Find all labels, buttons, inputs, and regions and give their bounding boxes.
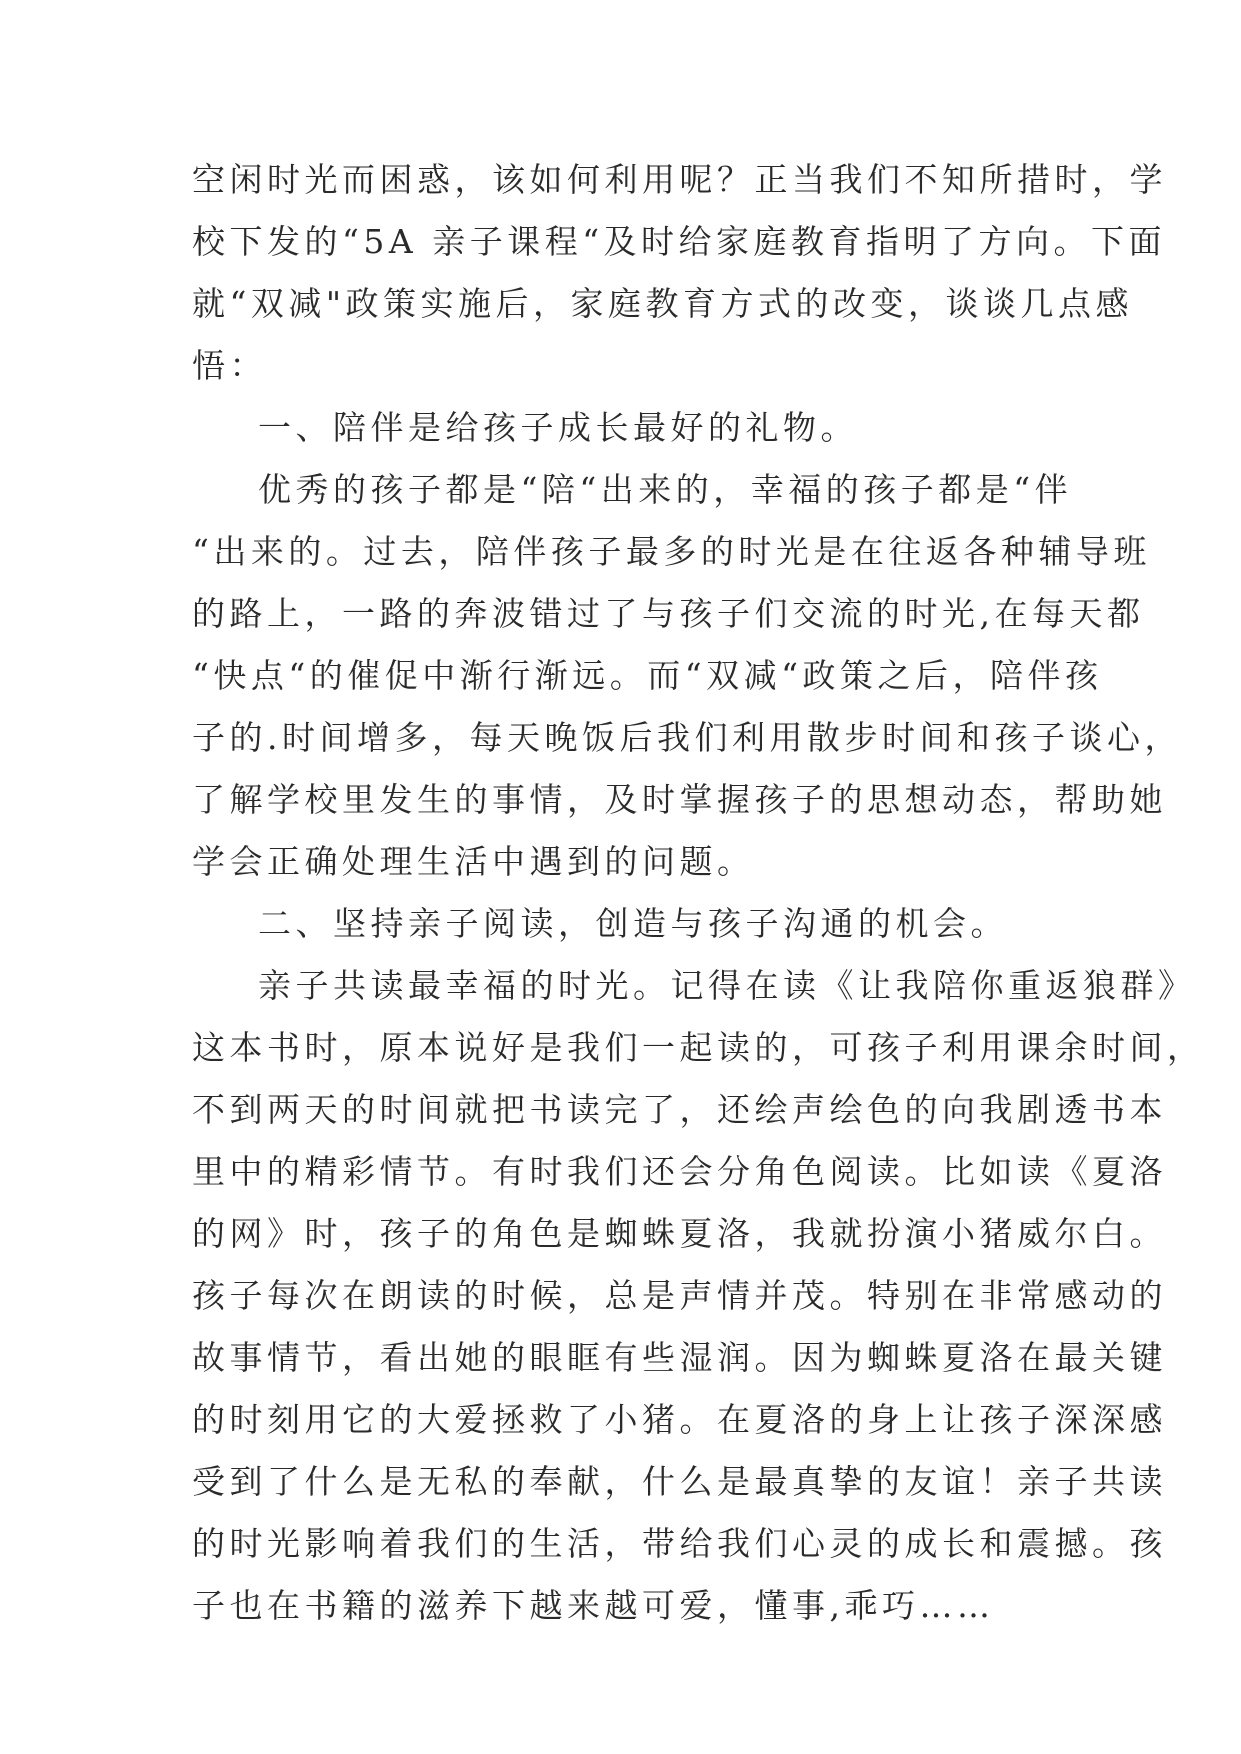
paragraph-line: “快点“的催促中渐行渐远。而“双减“政策之后，陪伴孩 — [192, 656, 1103, 695]
paragraph-line: 优秀的孩子都是“陪“出来的，幸福的孩子都是“伴 — [258, 470, 1073, 509]
paragraph-line: 不到两天的时间就把书读完了，还绘声绘色的向我剧透书本 — [192, 1090, 1167, 1129]
paragraph-line: 孩子每次在朗读的时候，总是声情并茂。特别在非常感动的 — [192, 1276, 1167, 1315]
section-heading: 二、坚持亲子阅读，创造与孩子沟通的机会。 — [258, 904, 1008, 943]
paragraph-line: 里中的精彩情节。有时我们还会分角色阅读。比如读《夏洛 — [192, 1152, 1167, 1191]
paragraph-line: 子也在书籍的滋养下越来越可爱，懂事,乖巧…… — [192, 1586, 995, 1625]
section-heading: 一、陪伴是给孩子成长最好的礼物。 — [258, 408, 858, 447]
paragraph-line: 亲子共读最幸福的时光。记得在读《让我陪你重返狼群》 — [258, 966, 1196, 1005]
paragraph-line: 空闲时光而困惑，该如何利用呢？正当我们不知所措时，学 — [192, 160, 1167, 199]
paragraph-line: 了解学校里发生的事情，及时掌握孩子的思想动态，帮助她 — [192, 780, 1167, 819]
paragraph-line: 的网》时，孩子的角色是蜘蛛夏洛，我就扮演小猪威尔白。 — [192, 1214, 1167, 1253]
paragraph-line: “出来的。过去，陪伴孩子最多的时光是在往返各种辅导班 — [192, 532, 1151, 571]
paragraph-line: 的时光影响着我们的生活，带给我们心灵的成长和震撼。孩 — [192, 1524, 1167, 1563]
paragraph-line: 子的.时间增多，每天晚饭后我们利用散步时间和孩子谈心， — [192, 718, 1182, 757]
paragraph-line: 悟： — [192, 346, 267, 385]
paragraph-line: 这本书时，原本说好是我们一起读的，可孩子利用课余时间， — [192, 1028, 1205, 1067]
paragraph-line: 学会正确处理生活中遇到的问题。 — [192, 842, 755, 881]
paragraph-line: 的时刻用它的大爱拯救了小猪。在夏洛的身上让孩子深深感 — [192, 1400, 1167, 1439]
paragraph-line: 校下发的“5A 亲子课程“及时给家庭教育指明了方向。下面 — [192, 222, 1167, 261]
paragraph-line: 故事情节，看出她的眼眶有些湿润。因为蜘蛛夏洛在最关键 — [192, 1338, 1167, 1377]
paragraph-line: 就“双减"政策实施后，家庭教育方式的改变，谈谈几点感 — [192, 284, 1134, 323]
paragraph-line: 受到了什么是无私的奉献，什么是最真挚的友谊！亲子共读 — [192, 1462, 1167, 1501]
paragraph-line: 的路上，一路的奔波错过了与孩子们交流的时光,在每天都 — [192, 594, 1145, 633]
